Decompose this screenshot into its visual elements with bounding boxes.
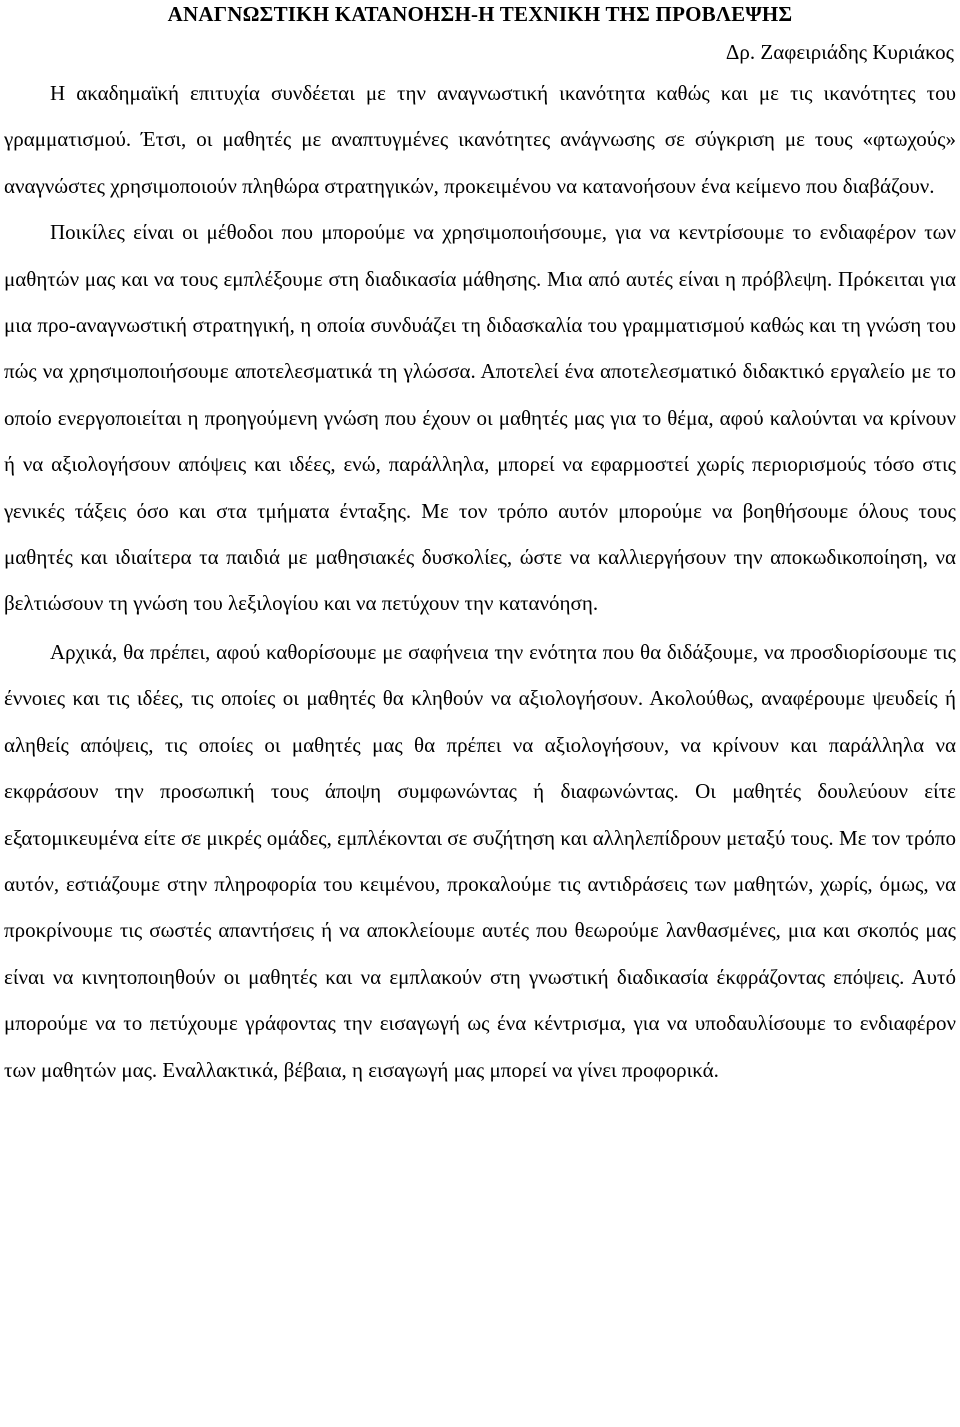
document-page: [4, 0, 956, 1427]
paragraph-3: Αρχικά, θα πρέπει, αφού καθορίσουμε με σαφήνεια την ενότητα που θα διδάξουμε, να προσδιορίσουμε τις έννοιες και τις ιδέες, τις οποίες οι μαθητές θα κληθούν να αξιολογήσουν. Ακολούθως, αναφέρουμε ψευδείς ή αληθείς απόψεις, τις οποίες οι μαθητές μας θα πρέπει να αξιολογήσουν, να κρίνουν και παράλληλα να εκφράσουν την προσωπική τους άποψη συμφωνώντας ή διαφωνώντας. Οι μαθητές δουλεύουν είτε εξατομικευμένα είτε σε μικρές ομάδες, εμπλέκονται σε συζήτηση και αλληλεπίδρουν μεταξύ τους. Με τον τρόπο αυτόν, εστιάζουμε στην πληροφορία του κειμένου, προκαλούμε τις αντιδράσεις των μαθητών, χωρίς, όμως, να προκρίνουμε τις σωστές απαντήσεις ή να αποκλείουμε αυτές που θεωρούμε λανθασμένες, μια και σκοπός μας είναι να κινητοποιηθούν οι μαθητές και να εμπλακούν στη γνωστική διαδικασία έκφράζοντας επόψεις. Αυτό μπορούμε να το πετύχουμε γράφοντας την εισαγωγή ως ένα κέντρισμα, για να υποδαυλίσουμε το ενδιαφέρον των μαθητών μας. Εναλλακτικά, βέβαια, η εισαγωγή μας μπορεί να γίνει προφορικά.: [4, 639, 956, 1082]
paragraph-1: Η ακαδημαϊκή επιτυχία συνδέεται με την αναγνωστική ικανότητα καθώς και με τις ικανότητες του γραμματισμού. Έτσι, οι μαθητές με αναπτυγμένες ικανότητες ανάγνωσης σε σύγκριση με τους «φτωχούς» αναγνώστες χρησιμοποιούν πληθώρα στρατηγικών, προκειμένου να κατανοήσουν ένα κείμενο που διαβάζουν.: [4, 81, 956, 198]
document-author: Δρ. Ζαφειριάδης Κυριάκος: [725, 40, 954, 64]
document-title: ΑΝΑΓΝΩΣΤΙΚΗ ΚΑΤΑΝΟΗΣΗ-Η ΤΕΧΝΙΚΗ ΤΗΣ ΠΡΟΒΛΕΨΗΣ: [167, 2, 793, 26]
paragraph-2: Ποικίλες είναι οι μέθοδοι που μπορούμε να χρησιμοποιήσουμε, για να κεντρίσουμε το ενδιαφέρον των μαθητών μας και να τους εμπλέξουμε στη διαδικασία μάθησης. Μια από αυτές είναι η πρόβλεψη. Πρόκειται για μια προ-αναγνωστική στρατηγική, η οποία συνδυάζει τη διδασκαλία του γραμματισμού καθώς και τη γνώση του πώς να χρησιμοποιήσουμε αποτελεσματικά τη γλώσσα. Αποτελεί ένα αποτελεσματικό διδακτικό εργαλείο με το οποίο ενεργοποιείται η προηγούμενη γνώση που έχουν οι μαθητές μας για το θέμα, αφού καλούνται να κρίνουν ή να αξιολογήσουν απόψεις και ιδέες, ενώ, παράλληλα, μπορεί να εφαρμοστεί χωρίς περιορισμούς τόσο στις γενικές τάξεις όσο και στα τμήματα ένταξης. Με τον τρόπο αυτόν μπορούμε να βοηθήσουμε όλους τους μαθητές και ιδιαίτερα τα παιδιά με μαθησιακές δυσκολίες, ώστε να καλλιεργήσουν την αποκωδικοποίηση, να βελτιώσουν τη γνώση του λεξιλογίου και να πετύχουν την κατανόηση.: [4, 220, 956, 616]
